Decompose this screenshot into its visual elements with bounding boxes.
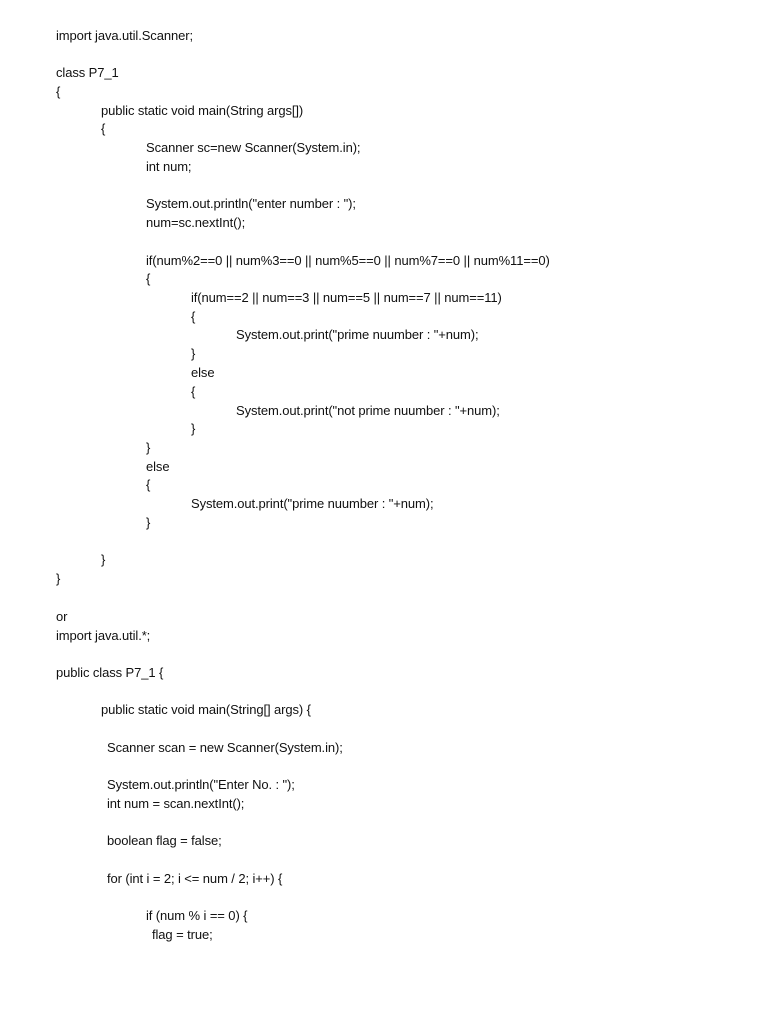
code-line: { <box>191 384 196 399</box>
code-line: public static void main(String[] args) { <box>101 702 311 717</box>
code-line: { <box>191 309 196 324</box>
code-line: if(num%2==0 || num%3==0 || num%5==0 || num%7==0 || num%11==0) <box>146 253 550 268</box>
code-line: { <box>146 477 151 492</box>
code-line: System.out.print("prime nuumber : "+num); <box>191 496 434 511</box>
code-line: boolean flag = false; <box>107 833 222 848</box>
code-line: Scanner sc=new Scanner(System.in); <box>146 140 361 155</box>
code-line: System.out.print("prime nuumber : "+num); <box>236 327 479 342</box>
code-line: } <box>191 346 196 361</box>
code-line: System.out.print("not prime nuumber : "+num); <box>236 403 500 418</box>
code-line: Scanner scan = new Scanner(System.in); <box>107 740 343 755</box>
code-line: System.out.println("enter number : "); <box>146 196 356 211</box>
code-line: } <box>101 552 106 567</box>
code-line: } <box>191 421 196 436</box>
code-line: System.out.println("Enter No. : "); <box>107 777 295 792</box>
code-line: or <box>56 609 68 624</box>
code-line: } <box>146 515 151 530</box>
code-line: import java.util.Scanner; <box>56 28 193 43</box>
code-line: public class P7_1 { <box>56 665 164 680</box>
code-line: if (num % i == 0) { <box>146 908 248 923</box>
code-line: for (int i = 2; i <= num / 2; i++) { <box>107 871 283 886</box>
code-line: num=sc.nextInt(); <box>146 215 246 230</box>
code-line: if(num==2 || num==3 || num==5 || num==7 || num==11) <box>191 290 502 305</box>
code-line: { <box>56 84 61 99</box>
code-line: } <box>146 440 151 455</box>
code-line: class P7_1 <box>56 65 119 80</box>
code-line: flag = true; <box>152 927 213 942</box>
code-line: else <box>146 459 170 474</box>
code-line: import java.util.*; <box>56 628 151 643</box>
code-line: int num = scan.nextInt(); <box>107 796 245 811</box>
code-line: public static void main(String args[]) <box>101 103 304 118</box>
code-line: else <box>191 365 215 380</box>
code-line: { <box>101 121 106 136</box>
code-line: } <box>56 571 61 586</box>
code-line: { <box>146 271 151 286</box>
code-line: int num; <box>146 159 192 174</box>
